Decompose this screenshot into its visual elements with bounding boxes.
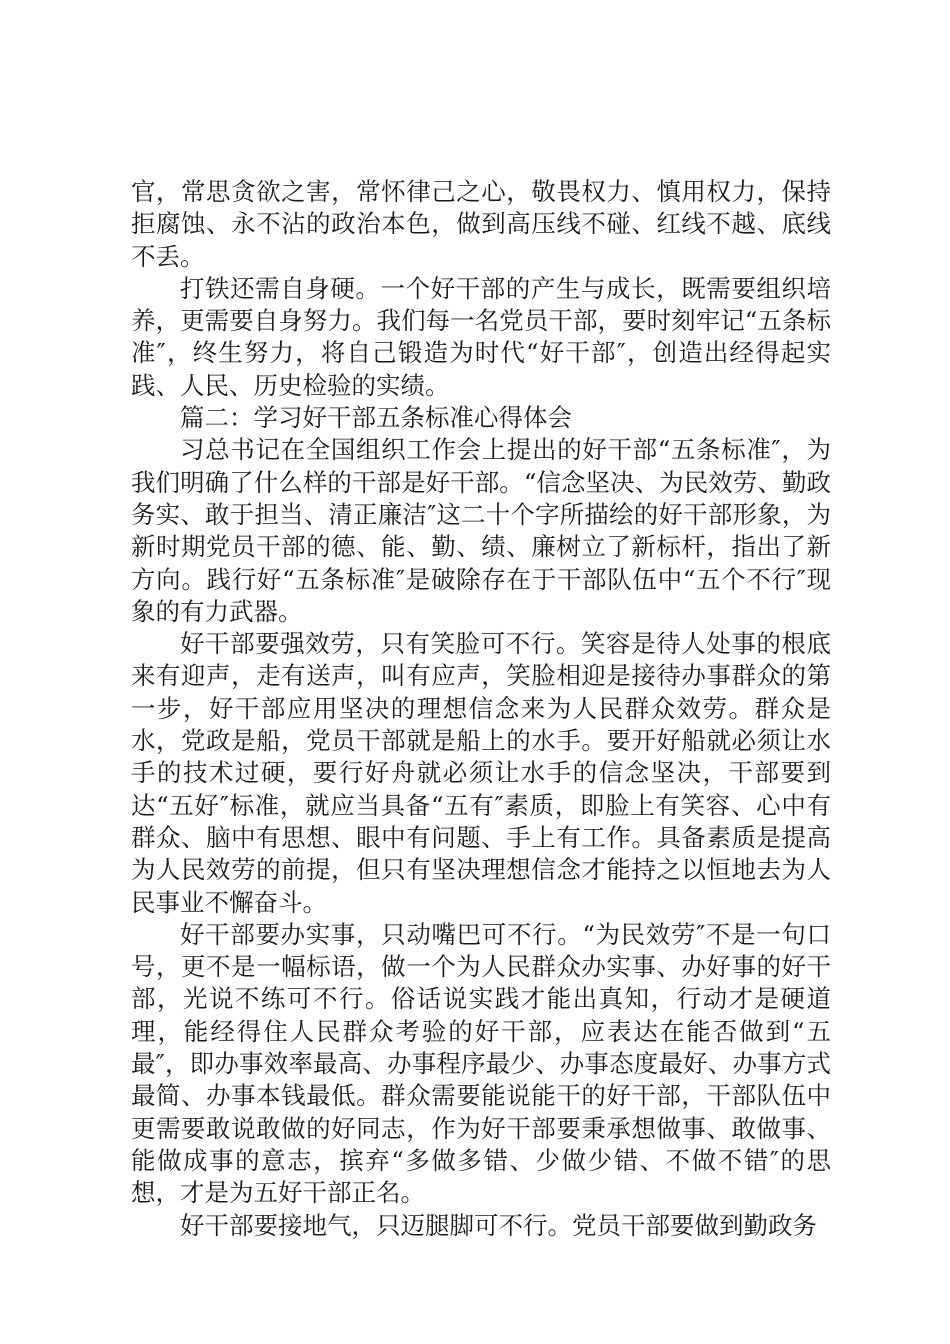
paragraph-continuation: 官，常思贪欲之害，常怀律己之心，敬畏权力、慎用权力，保持拒腐蚀、永不沾的政治本色，做到高压线不碰、红线不越、底线不丢。 [131,177,831,271]
document-body [131,176,831,1242]
section-heading: 篇二：学习好干部五条标准心得体会 [180,403,572,433]
paragraph-five-standards: 习总书记在全国组织工作会上提出的好干部“五条标准″，为我们明确了什么样的干部是好干部。“信念坚决、为民效劳、勤政务实、敢于担当、清正廉洁″这二十个字所描绘的好干部形象，为新时期党员干部的德、能、勤、绩、廉树立了新标杆，指出了新方向。践行好“五条标准″是破除存在于干部队伍中“五个不行″现象的有力武器。 [131,435,831,626]
paragraph-self-discipline: 打铁还需自身硬。一个好干部的产生与成长，既需要组织培养，更需要自身努力。我们每一名党员干部，要时刻牢记“五条标准″，终生努力，将自己锻造为时代“好干部″，创造出经得起实践、人民、历史检验的实绩。 [131,273,831,400]
paragraph-grounded: 好干部要接地气，只迈腿脚可不行。党员干部要做到勤政务 [180,1210,817,1240]
paragraph-service: 好干部要强效劳，只有笑脸可不行。笑容是待人处事的根底来有迎声，走有送声，叫有应声，笑脸相迎是接待办事群众的第一步，好干部应用坚决的理想信念来为人民群众效劳。群众是水，党政是船，党员干部就是船上的水手。要开好船就必须让水手的技术过硬，要行好舟就必须让水手的信念坚决，干部要到达“五好″标准，就应当具备“五有″素质，即脸上有笑容、心中有群众、脑中有思想、眼中有问题、手上有工作。具备素质是提高为人民效劳的前提，但只有坚决理想信念才能持之以恒地去为人民事业不懈奋斗。 [131,629,831,917]
paragraph-practical-work: 好干部要办实事，只动嘴巴可不行。“为民效劳″不是一句口号，更不是一幅标语，做一个为人民群众办实事、办好事的好干部，光说不练可不行。俗话说实践才能出真知，行动才是硬道理，能经得住人民群众考验的好干部，应表达在能否做到“五最″，即办事效率最高、办事程序最少、办事态度最好、办事方式最简、办事本钱最低。群众需要能说能干的好干部，干部队伍中更需要敢说敢做的好同志，作为好干部要秉承想做事、敢做事、能做成事的意志，摈弃“多做多错、少做少错、不做不错″的思想，才是为五好干部正名。 [131,919,831,1208]
